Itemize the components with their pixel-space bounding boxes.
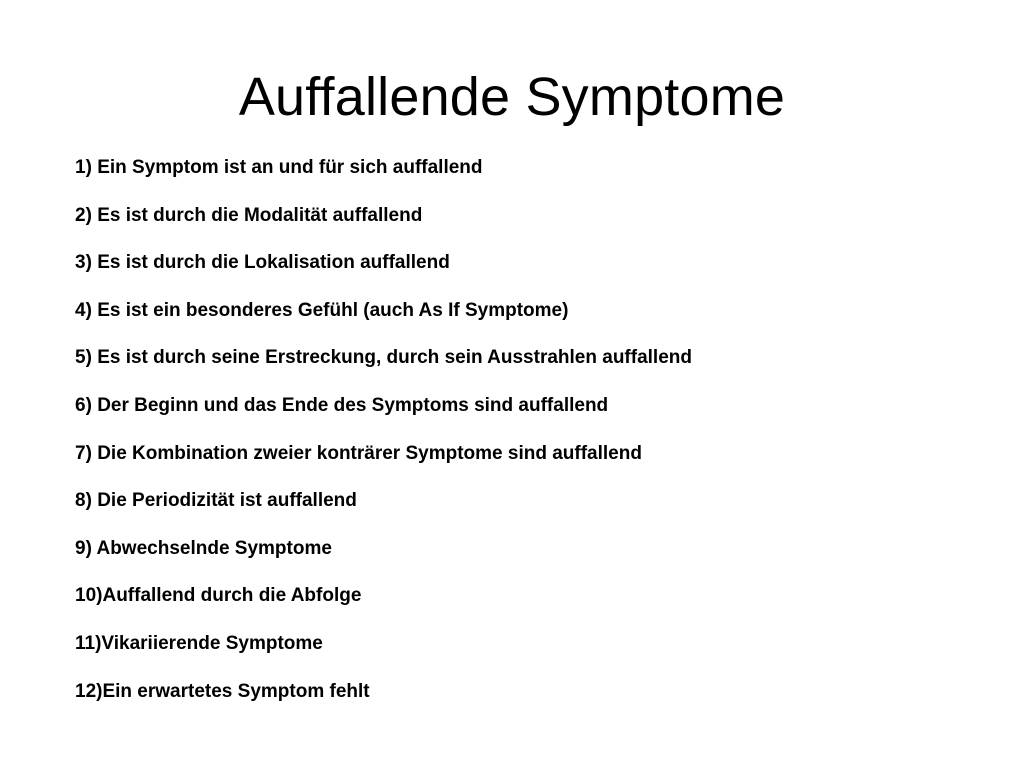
item-text: Die Kombination zweier konträrer Symptome sind auffallend bbox=[97, 442, 642, 464]
item-number: 9) bbox=[75, 537, 92, 559]
item-number: 11) bbox=[75, 632, 102, 654]
item-number: 1) bbox=[75, 157, 92, 178]
item-text: Abwechselnde Symptome bbox=[96, 537, 332, 559]
list-item bbox=[75, 631, 975, 679]
item-number: 3) bbox=[75, 252, 92, 274]
symptom-list bbox=[75, 155, 975, 726]
list-item bbox=[75, 488, 975, 536]
item-text: Auffallend durch die Abfolge bbox=[102, 585, 362, 607]
item-number: 4) bbox=[75, 299, 92, 321]
item-text: Es ist ein besonderes Gefühl (auch As If Symptome) bbox=[97, 299, 569, 321]
item-text: Es ist durch die Modalität auffallend bbox=[97, 204, 423, 226]
item-text: Ein Symptom ist an und für sich auffallend bbox=[97, 157, 483, 178]
item-number: 10) bbox=[75, 585, 103, 607]
list-item bbox=[75, 393, 975, 441]
item-text: Vikariierende Symptome bbox=[101, 632, 323, 654]
list-item bbox=[75, 298, 975, 346]
item-text: Der Beginn und das Ende des Symptoms sind auffallend bbox=[97, 394, 609, 416]
list-item bbox=[75, 583, 975, 631]
item-number: 6) bbox=[75, 394, 92, 416]
list-item bbox=[75, 250, 975, 298]
list-item bbox=[75, 679, 975, 727]
list-item bbox=[75, 441, 975, 489]
list-item bbox=[75, 345, 975, 393]
item-text: Ein erwartetes Symptom fehlt bbox=[102, 680, 370, 702]
slide-title: Auffallende Symptome bbox=[238, 67, 786, 127]
item-number: 8) bbox=[75, 490, 92, 512]
item-number: 5) bbox=[75, 347, 92, 369]
item-text: Die Periodizität ist auffallend bbox=[97, 490, 357, 512]
list-item bbox=[75, 536, 975, 584]
list-item bbox=[75, 203, 975, 251]
item-text: Es ist durch seine Erstreckung, durch sein Ausstrahlen auffallend bbox=[97, 347, 692, 369]
item-number: 2) bbox=[75, 204, 92, 226]
item-number: 12) bbox=[75, 680, 103, 702]
item-number: 7) bbox=[75, 442, 92, 464]
item-text: Es ist durch die Lokalisation auffallend bbox=[97, 252, 450, 274]
list-item bbox=[75, 155, 975, 203]
